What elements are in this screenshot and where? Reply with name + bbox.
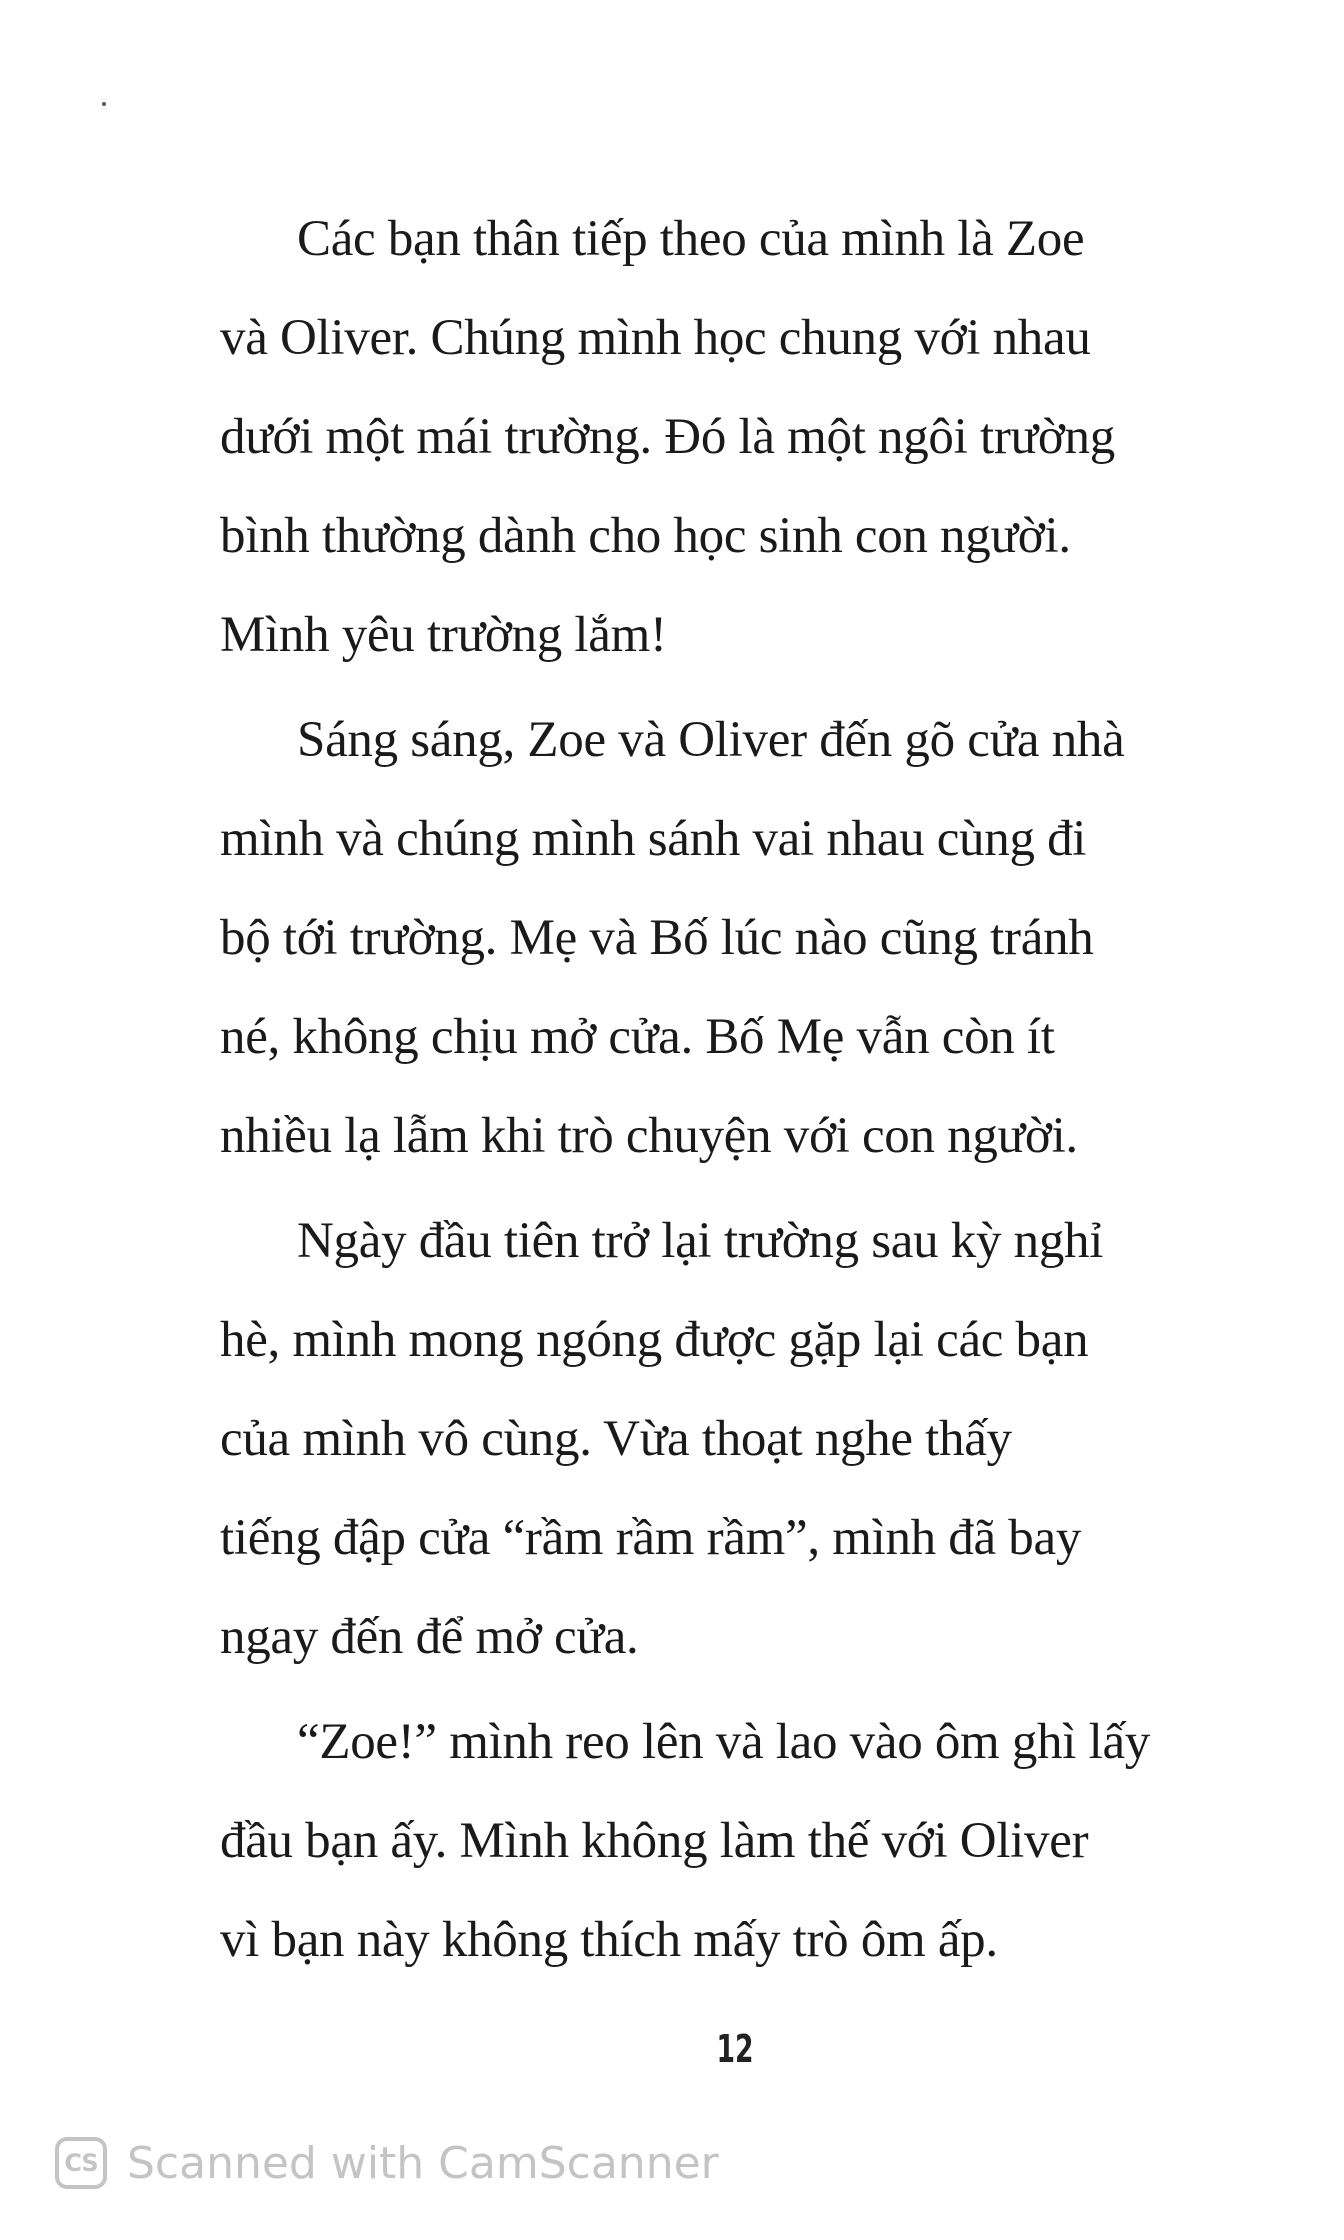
camscanner-watermark xyxy=(55,2132,719,2194)
text-line: ngay đến để mở cửa. xyxy=(220,1609,639,1665)
paragraph-3 xyxy=(220,1192,1260,1687)
text-line: Các bạn thân tiếp theo của mình là Zoe xyxy=(297,211,1085,267)
text-line: nhiều lạ lẫm khi trò chuyện với con người. xyxy=(220,1108,1078,1164)
text-line: bình thường dành cho học sinh con người. xyxy=(220,508,1071,564)
text-line: “Zoe!” mình reo lên và lao vào ôm ghì lấy xyxy=(297,1714,1150,1770)
text-line: của mình vô cùng. Vừa thoạt nghe thấy xyxy=(220,1411,1012,1467)
paragraph-2 xyxy=(220,691,1260,1186)
text-line: tiếng đập cửa “rầm rầm rầm”, mình đã bay xyxy=(220,1510,1082,1566)
text-line: dưới một mái trường. Đó là một ngôi trường xyxy=(220,409,1115,465)
text-line: và Oliver. Chúng mình học chung với nhau xyxy=(220,310,1091,366)
text-line: hè, mình mong ngóng được gặp lại các bạn xyxy=(220,1312,1089,1368)
camscanner-logo-icon: CS xyxy=(55,2137,107,2189)
paragraph-1 xyxy=(220,190,1260,685)
text-line: Ngày đầu tiên trở lại trường sau kỳ nghỉ xyxy=(297,1213,1104,1269)
page-number: 12 xyxy=(716,2027,754,2071)
scan-speck xyxy=(102,102,106,106)
text-line: bộ tới trường. Mẹ và Bố lúc nào cũng tránh xyxy=(220,910,1094,966)
text-line: Mình yêu trường lắm! xyxy=(220,607,667,663)
text-line: vì bạn này không thích mấy trò ôm ấp. xyxy=(220,1912,998,1968)
text-line: né, không chịu mở cửa. Bố Mẹ vẫn còn ít xyxy=(220,1009,1055,1065)
body-text xyxy=(220,190,1260,1996)
text-line: mình và chúng mình sánh vai nhau cùng đi xyxy=(220,811,1087,867)
watermark-text: Scanned with CamScanner xyxy=(127,2137,719,2189)
text-line: đầu bạn ấy. Mình không làm thế với Oliver xyxy=(220,1813,1089,1869)
paragraph-4 xyxy=(220,1693,1260,1990)
text-line: Sáng sáng, Zoe và Oliver đến gõ cửa nhà xyxy=(297,712,1125,768)
